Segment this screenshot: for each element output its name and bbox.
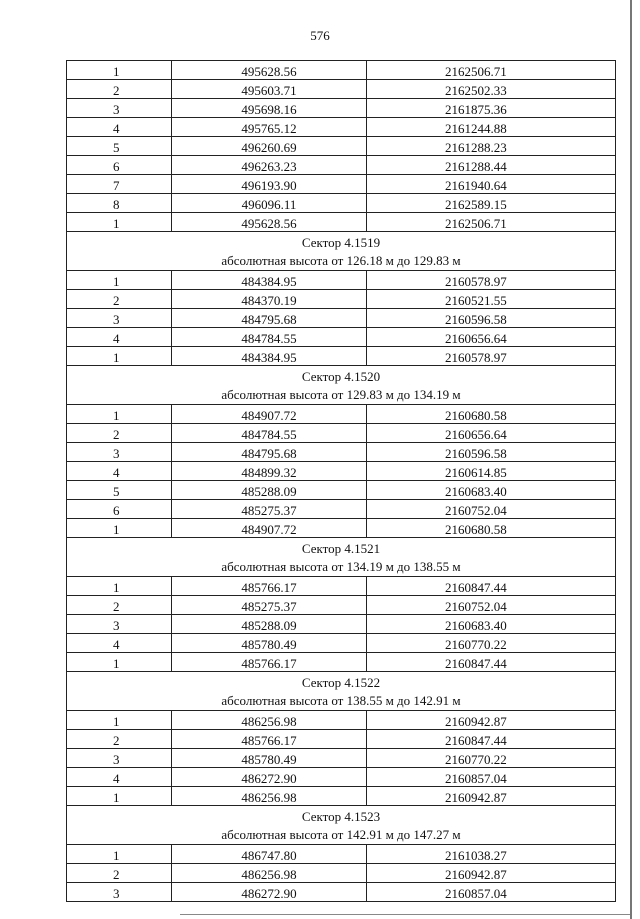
x-coordinate-cell: 485288.09 [172,481,367,500]
x-coordinate-cell: 484907.72 [172,519,367,538]
point-number-cell: 3 [67,883,172,902]
x-coordinate-cell: 486272.90 [172,883,367,902]
y-coordinate-cell: 2162502.33 [367,80,616,99]
x-coordinate-cell: 485780.49 [172,634,367,653]
y-coordinate-cell: 2160847.44 [367,653,616,672]
x-coordinate-cell: 485766.17 [172,730,367,749]
point-number-cell: 1 [67,653,172,672]
x-coordinate-cell: 484784.55 [172,328,367,347]
x-coordinate-cell: 495698.16 [172,99,367,118]
sector-header-cell [67,538,616,577]
table-row [67,845,616,864]
sector-header-row [67,672,616,711]
point-number-cell: 1 [67,519,172,538]
y-coordinate-cell: 2160770.22 [367,749,616,768]
x-coordinate-cell: 485288.09 [172,615,367,634]
x-coordinate-cell: 485766.17 [172,577,367,596]
point-number-cell: 6 [67,156,172,175]
sector-title: Сектор 4.1519 [301,235,381,250]
y-coordinate-cell: 2162506.71 [367,213,616,232]
y-coordinate-cell: 2161244.88 [367,118,616,137]
table-row [67,730,616,749]
sector-altitude-range: абсолютная высота от 129.83 м до 134.19 м [221,387,461,402]
y-coordinate-cell: 2162506.71 [367,61,616,80]
y-coordinate-cell: 2161288.44 [367,156,616,175]
y-coordinate-cell: 2160614.85 [367,462,616,481]
y-coordinate-cell: 2161288.23 [367,137,616,156]
y-coordinate-cell: 2160521.55 [367,290,616,309]
table-row [67,500,616,519]
table-row [67,156,616,175]
point-number-cell: 6 [67,500,172,519]
point-number-cell: 3 [67,749,172,768]
y-coordinate-cell: 2160578.97 [367,271,616,290]
y-coordinate-cell: 2160596.58 [367,443,616,462]
point-number-cell: 2 [67,730,172,749]
table-row [67,864,616,883]
point-number-cell: 1 [67,347,172,366]
point-number-cell: 2 [67,596,172,615]
x-coordinate-cell: 496096.11 [172,194,367,213]
point-number-cell: 8 [67,194,172,213]
point-number-cell: 4 [67,462,172,481]
point-number-cell: 1 [67,711,172,730]
y-coordinate-cell: 2160596.58 [367,309,616,328]
x-coordinate-cell: 496263.23 [172,156,367,175]
x-coordinate-cell: 484795.68 [172,443,367,462]
point-number-cell: 5 [67,137,172,156]
table-row [67,615,616,634]
point-number-cell: 3 [67,99,172,118]
y-coordinate-cell: 2160680.58 [367,519,616,538]
x-coordinate-cell: 485780.49 [172,749,367,768]
point-number-cell: 2 [67,864,172,883]
table-row [67,213,616,232]
table-row [67,309,616,328]
table-row [67,596,616,615]
x-coordinate-cell: 484784.55 [172,424,367,443]
x-coordinate-cell: 484795.68 [172,309,367,328]
x-coordinate-cell: 495628.56 [172,61,367,80]
point-number-cell: 1 [67,213,172,232]
table-row [67,787,616,806]
x-coordinate-cell: 486256.98 [172,711,367,730]
y-coordinate-cell: 2160942.87 [367,711,616,730]
x-coordinate-cell: 484907.72 [172,405,367,424]
scan-edge-line [630,0,632,919]
point-number-cell: 1 [67,271,172,290]
x-coordinate-cell: 484899.32 [172,462,367,481]
table-row [67,290,616,309]
point-number-cell: 1 [67,61,172,80]
sector-title: Сектор 4.1520 [301,369,381,384]
sector-altitude-range: абсолютная высота от 134.19 м до 138.55 м [221,559,461,574]
point-number-cell: 3 [67,309,172,328]
sector-header-row [67,366,616,405]
y-coordinate-cell: 2160847.44 [367,577,616,596]
x-coordinate-cell: 495603.71 [172,80,367,99]
point-number-cell: 5 [67,481,172,500]
x-coordinate-cell: 495765.12 [172,118,367,137]
sector-altitude-range: абсолютная высота от 126.18 м до 129.83 м [221,253,461,268]
table-row [67,271,616,290]
sector-header-cell [67,366,616,405]
table-row [67,768,616,787]
y-coordinate-cell: 2160752.04 [367,596,616,615]
page-number: 576 [310,28,330,43]
x-coordinate-cell: 486256.98 [172,864,367,883]
x-coordinate-cell: 484384.95 [172,271,367,290]
y-coordinate-cell: 2162589.15 [367,194,616,213]
sector-altitude-range: абсолютная высота от 138.55 м до 142.91 м [221,693,461,708]
table-row [67,347,616,366]
table-row [67,577,616,596]
y-coordinate-cell: 2160857.04 [367,883,616,902]
sector-altitude-range: абсолютная высота от 142.91 м до 147.27 м [221,827,461,842]
table-row [67,80,616,99]
table-row [67,443,616,462]
x-coordinate-cell: 485766.17 [172,653,367,672]
table-row [67,749,616,768]
sector-title: Сектор 4.1522 [301,675,381,690]
table-row [67,462,616,481]
y-coordinate-cell: 2161038.27 [367,845,616,864]
point-number-cell: 3 [67,443,172,462]
sector-header-row [67,538,616,577]
table-row [67,711,616,730]
x-coordinate-cell: 495628.56 [172,213,367,232]
table-row [67,328,616,347]
y-coordinate-cell: 2160752.04 [367,500,616,519]
x-coordinate-cell: 484384.95 [172,347,367,366]
point-number-cell: 4 [67,634,172,653]
x-coordinate-cell: 496193.90 [172,175,367,194]
x-coordinate-cell: 484370.19 [172,290,367,309]
table-row [67,424,616,443]
x-coordinate-cell: 486272.90 [172,768,367,787]
y-coordinate-cell: 2160656.64 [367,328,616,347]
sector-header-cell [67,672,616,711]
y-coordinate-cell: 2160680.58 [367,405,616,424]
table-row [67,99,616,118]
table-row [67,61,616,80]
sector-header-cell [67,232,616,271]
table-row [67,653,616,672]
sector-header-row [67,232,616,271]
point-number-cell: 1 [67,845,172,864]
point-number-cell: 4 [67,328,172,347]
table-row [67,519,616,538]
point-number-cell: 1 [67,787,172,806]
x-coordinate-cell: 486747.80 [172,845,367,864]
point-number-cell: 2 [67,80,172,99]
y-coordinate-cell: 2160683.40 [367,615,616,634]
point-number-cell: 4 [67,118,172,137]
point-number-cell: 2 [67,290,172,309]
x-coordinate-cell: 496260.69 [172,137,367,156]
point-number-cell: 1 [67,577,172,596]
y-coordinate-cell: 2161940.64 [367,175,616,194]
y-coordinate-cell: 2160942.87 [367,864,616,883]
y-coordinate-cell: 2160656.64 [367,424,616,443]
sector-header-cell [67,806,616,845]
table-row [67,883,616,902]
point-number-cell: 2 [67,424,172,443]
sector-title: Сектор 4.1521 [301,541,381,556]
table-row [67,405,616,424]
table-row [67,118,616,137]
point-number-cell: 1 [67,405,172,424]
y-coordinate-cell: 2160683.40 [367,481,616,500]
table-row [67,481,616,500]
x-coordinate-cell: 486256.98 [172,787,367,806]
y-coordinate-cell: 2160847.44 [367,730,616,749]
y-coordinate-cell: 2160857.04 [367,768,616,787]
y-coordinate-cell: 2160942.87 [367,787,616,806]
table-row [67,634,616,653]
x-coordinate-cell: 485275.37 [172,500,367,519]
table-row [67,194,616,213]
y-coordinate-cell: 2160770.22 [367,634,616,653]
y-coordinate-cell: 2161875.36 [367,99,616,118]
table-row [67,175,616,194]
table-row [67,137,616,156]
coordinates-table [66,60,616,902]
coordinates-table-body [67,61,616,902]
sector-header-row [67,806,616,845]
point-number-cell: 7 [67,175,172,194]
sector-title: Сектор 4.1523 [301,809,381,824]
point-number-cell: 4 [67,768,172,787]
point-number-cell: 3 [67,615,172,634]
x-coordinate-cell: 485275.37 [172,596,367,615]
y-coordinate-cell: 2160578.97 [367,347,616,366]
scan-bottom-line [180,914,630,915]
